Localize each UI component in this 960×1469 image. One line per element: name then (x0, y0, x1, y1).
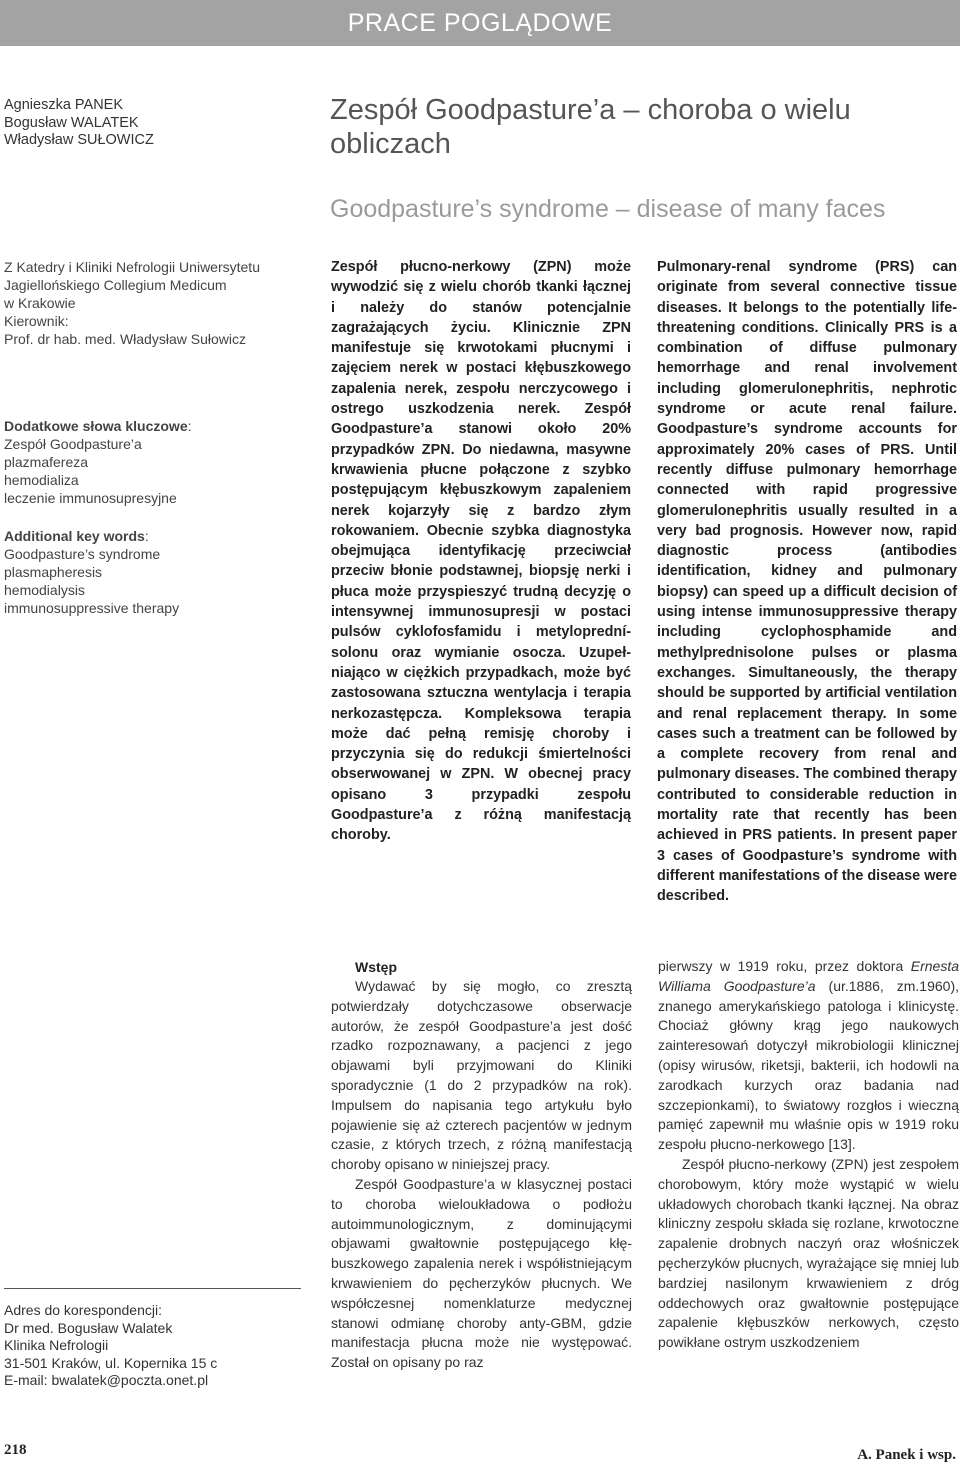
author: Agnieszka PANEK (4, 97, 124, 113)
section-banner (0, 0, 960, 46)
keywords-en (4, 527, 304, 617)
correspondence-email: E-mail: bwalatek@poczta.onet.pl (4, 1372, 209, 1388)
body-column-2 (331, 957, 632, 1373)
correspondence-line: Adres do korespondencji: (4, 1302, 162, 1318)
keywords-en-label: Additional key words (4, 528, 145, 544)
footnote-divider (4, 1288, 301, 1289)
correspondence-line: 31-501 Kraków, ul. Kopernika 15 c (4, 1354, 218, 1371)
abstract-en-text: Pulmonary-renal syndrome (PRS) can originate from several connective tissue diseases. It belongs to the potentially life-threatening conditions. Clinically PRS is a combination of diffuse pulmonary hemorrhage and renal involvement including glomerulonephritis, nephrotic syndrome or acute renal failure. Goodpasture’s syndrome accounts for approximately 20% cases of PRS. Until recently diffuse pulmonary hemorrhage connected with rapid progressive glomerulonephritis usually resulted in a very bad prognosis. However now, rapid diagnostic process (antibodies identification, kidney and pulmonary biopsy) can speed up a difficult decision of using intense immunosuppressive therapy including cyclophosphamide and methylprednisolone pulses or plasma exchanges. Simultaneously, the therapy should be supported by artificial ventilation and renal replacement therapy. In some cases such a treatment can be followed by a complete recovery from renal and pulmonary diseases. The combined therapy contributed to considerable reduction in mortality rate that recently has been achieved in PRS patients. In present paper 3 cases of Goodpasture’s syndrome with different manifestations of the disease were described. (657, 259, 957, 905)
article-title-pl: Zespół Goodpasture’a – choroba o wielu obliczach (330, 94, 851, 160)
author-list (4, 97, 304, 150)
keyword-item: hemodializa (4, 472, 79, 488)
keyword-item: hemodialysis (4, 582, 85, 598)
article-title-en: Goodpasture’s syndrome – disease of many faces (330, 195, 886, 223)
correspondence-address (4, 1302, 304, 1390)
affiliation (4, 258, 304, 348)
author: Bogusław WALATEK (4, 114, 139, 131)
affiliation-line: Z Katedry i Kliniki Nefrologii Uniwersytetu (4, 259, 260, 275)
keyword-item: Zespół Goodpasture’a (4, 436, 142, 452)
keywords-pl-label: Dodatkowe słowa kluczowe (4, 418, 188, 434)
body-paragraph (658, 957, 959, 1155)
section-banner-text: PRACE POGLĄDOWE (347, 8, 613, 37)
affiliation-line: Jagiellońskiego Collegium Medicum (4, 277, 227, 293)
abstract-pl-text: Zespół płucno-nerkowy (ZPN) może wywodzić się z wielu chorób tkanki łącznej i należy do stanów potencjalnie zagrażających życiu. Klinicznie ZPN manifestuje się krwotokami płucnymi i zajęciem nerek w postaci kłębuszkowego zapalenia nerek, zespołu nerczycowego i ostrego uszkodzenia nerek. Zespół Goodpasture’a stanowi około 20% przypadków ZPN. Do niedawna, masywne krwawienia płucne połączone z szybko postępującym kłębuszkowym zapaleniem nerek kojarzyły się z bardzo złym rokowaniem. Obecnie szybka diagnostyka obejmująca identyfikację przeciwciał przeciw błonie podstawnej, biopsję nerki i płuca może przyspieszyć trudną decyzję o intensywnej immunosupresji w postaci pulsów cyklofosfamidu i metyloprednísolonu oraz wymianie osocza. Uzupełniająco w ciężkich przypadkach, może być zastosowana sztuczna wentylacja i terapia nerkozastępcza. Kompleksowa terapia może dać pełną remisję choroby i przyczynia się do redukcji śmiertelności obserwowanej w ZPN. W obecnej pracy opisano 3 przypadki zespołu Goodpasture’a z różną manifestacją choroby. (331, 259, 631, 844)
person-name: Ernesta Williama Goodpasture’a (658, 958, 959, 994)
keyword-item: immunosuppressive therapy (4, 600, 180, 616)
keyword-item: plazmafereza (4, 454, 89, 470)
abstract-pl (331, 257, 631, 846)
body-paragraph: Zespół płucno-nerkowy (ZPN) jest zespołem chorobowym, który może wystąpić w wielu układowych chorobach tkanki łącznej. Na obraz kliniczny zespołu składa się rozlane, krwotoczne zapalenie drobnych naczyń oraz włośniczek pęcherzyków płucnych, wyrażające się mniej lub bardziej nasilonym krwawieniem z dróg oddechowych oraz gwałtownie postępujące zapalenie kłębuszków nerkowych, często powikłane ostrym uszkodzeniem (658, 1155, 959, 1351)
abstract-en (657, 257, 957, 907)
keyword-item: Goodpasture’s syndrome (4, 546, 161, 562)
keywords-en-heading: Additional key words: (4, 528, 149, 544)
keywords-pl-heading: Dodatkowe słowa kluczowe: (4, 418, 192, 434)
running-footer: A. Panek i wsp. (857, 1447, 956, 1463)
section-heading-intro: Wstęp (355, 959, 397, 975)
body-text: pierwszy w 1919 roku, przez doktora (658, 958, 911, 974)
body-paragraph: Wydawać by się mogło, co zresztą potwierdzały dotychczasowe obserwacje autorów, że zespół Goodpasture’a jest dość rzadko rozpoznawany, a pacjenci z jego objawami byli przyjmowani do Kliniki sporadycznie (1 do 2 przypadków na rok). Impulsem do napisania tego artykułu było pojawienie się aż czterech pacjentów w jednym czasie, z których trzech, z różną manifestacją choroby opisano w niniejszej pracy. (331, 978, 632, 1173)
author: Władysław SUŁOWICZ (4, 132, 154, 148)
body-text: (ur.1886, zm.1960), znanego amerykańskiego patologa i klinicystę. Chociaż główny krąg jego naukowych zainteresowań dotyczył mikrobiologii klinicznej (opisy wirusów, riketsji, bakterii, ich hodowli na zarodkach kurzych oraz badania nad szczepionkami), to światowy rozgłos i wieczną pamięć zapewnił mu właśnie opis w 1919 roku zespołu płucno-nerkowego [13]. (658, 977, 960, 1153)
page-number: 218 (4, 1442, 27, 1458)
affiliation-line: w Krakowie (4, 295, 76, 311)
affiliation-line: Prof. dr hab. med. Władysław Sułowicz (4, 331, 246, 347)
keyword-item: plasmapheresis (4, 564, 103, 580)
correspondence-line: Dr med. Bogusław Walatek (4, 1319, 173, 1336)
keywords-pl (4, 417, 304, 507)
body-paragraph: Zespół Goodpasture’a w klasycznej postaci to choroba wieloukładowa o podłożu autoimmunologicznym, z dominującymi objawami gwałtownie postępującego kłębuszkowego zapalenia nerek i współistniejącym krwawieniem do pęcherzyków płucnych. We współczesnej nomenklaturze medycznej stanowi odmianę choroby anty-GBM, gdzie manifestacja płucna może nie występować. Został on opisany po raz (331, 1175, 632, 1371)
affiliation-line: Kierownik: (4, 313, 69, 329)
body-column-3 (658, 957, 959, 1353)
correspondence-line: Klinika Nefrologii (4, 1337, 109, 1353)
keyword-item: leczenie immunosupresyjne (4, 490, 177, 506)
